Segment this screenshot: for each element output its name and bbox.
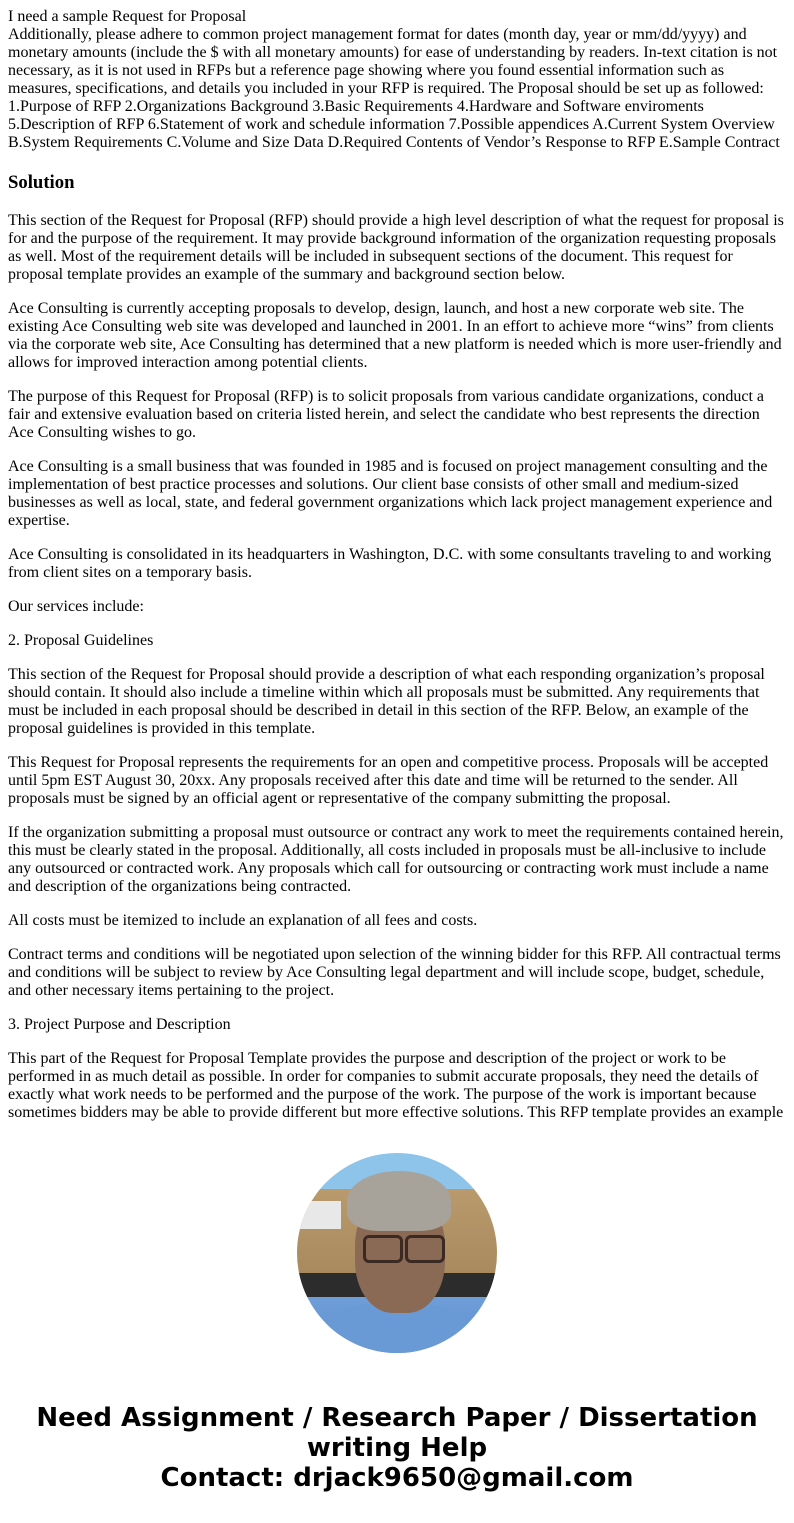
promo-line-2: writing Help bbox=[306, 1433, 488, 1463]
promo-banner bbox=[0, 1403, 794, 1493]
promo-line-1: Need Assignment / Research Paper / Dissertation bbox=[36, 1403, 758, 1433]
promo-contact: Contact: drjack9650@gmail.com bbox=[160, 1463, 634, 1493]
paragraph-ace-headquarters: Ace Consulting is consolidated in its headquarters in Washington, D.C. with some consultants traveling to and working from client sites on a temporary basis. bbox=[8, 546, 772, 581]
avatar-hair bbox=[347, 1171, 451, 1231]
paragraph-ace-proposals: Ace Consulting is currently accepting proposals to develop, design, launch, and host a new corporate web site. The existing Ace Consulting web site was developed and launched in 2001. In an effort to achieve more “wins” from clients via the corporate web site, Ace Consulting has determined that a new platform is needed which is more user-friendly and allows for improved interaction among potential clients. bbox=[8, 300, 782, 371]
solution-heading: Solution bbox=[8, 172, 75, 193]
question-title: I need a sample Request for Proposal bbox=[8, 8, 247, 25]
avatar-background-panel bbox=[297, 1201, 341, 1229]
paragraph-project-purpose: This part of the Request for Proposal Template provides the purpose and description of the project or work to be performed in as much detail as possible. In order for companies to submit accurate proposals, they need the details of exactly what work needs to be performed and the purpose of the work. The purpose of the work is important because sometimes bidders may be able to provide different but more effective solutions. This RFP template provides an example bbox=[8, 1050, 784, 1121]
paragraph-deadline: This Request for Proposal represents the requirements for an open and competitive process. Proposals will be accepted until 5pm EST August 30, 20xx. Any proposals received after this date and time will be returned to the sender. All proposals must be signed by an official agent or representative of the company submitting the proposal. bbox=[8, 754, 769, 807]
paragraph-costs: All costs must be itemized to include an explanation of all fees and costs. bbox=[8, 912, 478, 929]
section-heading-project-purpose: 3. Project Purpose and Description bbox=[8, 1016, 231, 1033]
paragraph-intro: This section of the Request for Proposal (RFP) should provide a high level description of what the request for proposal is for and the purpose of the requirement. It may provide background information of the organization requesting proposals as well. Most of the requirement details will be included in subsequent sections of the document. This request for proposal template provides an example of the summary and background section below. bbox=[8, 212, 784, 283]
section-heading-proposal-guidelines: 2. Proposal Guidelines bbox=[8, 632, 154, 649]
avatar bbox=[297, 1153, 497, 1353]
avatar-glasses-right bbox=[405, 1235, 445, 1263]
question-block bbox=[8, 8, 786, 152]
question-body: Additionally, please adhere to common project management format for dates (month day, year or mm/dd/yyyy) and monetary amounts (include the $ with all monetary amounts) for ease of understanding by readers. In-text citation is not necessary, as it is not used in RFPs but a reference page showing where you found essential information such as measures, specifications, and details you included in your RFP is required. The Proposal should be set up as followed: 1.Purpose of RFP 2.Organizations Background 3.Basic Requirements 4.Hardware and Software enviroments 5.Description of RFP 6.Statement of work and schedule information 7.Possible appendices A.Current System Overview B.System Requirements C.Volume and Size Data D.Required Contents of Vendor’s Response to RFP E.Sample Contract bbox=[8, 26, 780, 151]
paragraph-contract-terms: Contract terms and conditions will be negotiated upon selection of the winning bidder for this RFP. All contractual terms and conditions will be subject to review by Ace Consulting legal department and will include scope, budget, schedule, and other necessary items pertaining to the project. bbox=[8, 946, 781, 999]
paragraph-rfp-purpose: The purpose of this Request for Proposal (RFP) is to solicit proposals from various candidate organizations, conduct a fair and extensive evaluation based on criteria listed herein, and select the candidate who best represents the direction Ace Consulting wishes to go. bbox=[8, 388, 765, 441]
paragraph-services: Our services include: bbox=[8, 598, 144, 615]
paragraph-guidelines-intro: This section of the Request for Proposal should provide a description of what each responding organization’s proposal should contain. It should also include a timeline within which all proposals must be submitted. Any requirements that must be included in each proposal should be described in detail in this section of the RFP. Below, an example of the proposal guidelines is provided in this template. bbox=[8, 666, 765, 737]
avatar-glasses-left bbox=[363, 1235, 403, 1263]
paragraph-ace-background: Ace Consulting is a small business that was founded in 1985 and is focused on project management consulting and the implementation of best practice processes and solutions. Our client base consists of other small and medium-sized businesses as well as local, state, and federal government organizations which lack project management experience and expertise. bbox=[8, 458, 773, 529]
paragraph-outsourcing: If the organization submitting a proposal must outsource or contract any work to meet the requirements contained herein, this must be clearly stated in the proposal. Additionally, all costs included in proposals must be all-inclusive to include any outsourced or contracted work. Any proposals which call for outsourcing or contracting work must include a name and description of the organizations being contracted. bbox=[8, 824, 784, 895]
solution-body bbox=[8, 212, 786, 1122]
